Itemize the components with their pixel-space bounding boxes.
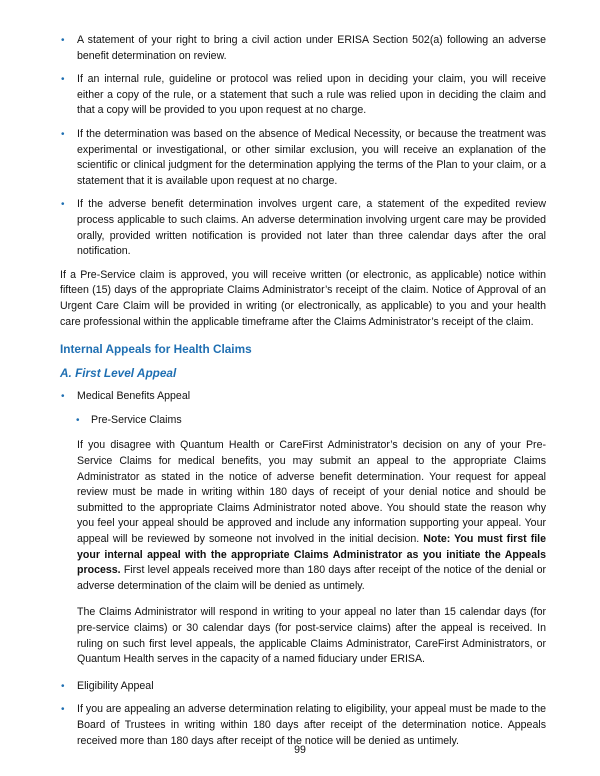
list-item-pre-service-claims: • Pre-Service Claims [60,413,546,429]
appeal-paragraph-1-end: First level appeals received more than 180 days after receipt of the notice of the denial or adverse determination of the claim will be denied as untimely. [77,564,546,592]
section-heading-internal-appeals: Internal Appeals for Health Claims [60,342,252,357]
bullet-internal-rule: • If an internal rule, guideline or protocol was relied upon in deciding your claim, you will receive either a copy of the rule, or a statement that such a rule was relied upon in deciding the claim and that a copy will be provided to you upon request at no charge. [60,72,546,119]
list-item-medical-benefits-appeal: • Medical Benefits Appeal [60,389,546,405]
bullet-urgent-care: • If the adverse benefit determination involves urgent care, a statement of the expedited review process applicable to such claims. An adverse determination involving urgent care may be provided orally, provided written notification is provided not later than three calendar days after the oral notification. [60,197,546,259]
bullet-medical-necessity: • If the determination was based on the absence of Medical Necessity, or because the treatment was experimental or investigational, or other similar exclusion, you will receive an explanation of the scientific or clinical judgment for the determination applying the terms of the Plan to your claim, or a statement that it is available upon request at no charge. [60,127,546,189]
appeal-note-bold: Note: You must first file your internal appeal with the appropriate Claims Administrator as you initiate the Appeals process. [77,533,546,577]
list-item-eligibility-appeal: • Eligibility Appeal [60,679,546,695]
bullet-civil-action: • A statement of your right to bring a civil action under ERISA Section 502(a) following an adverse benefit determination on review. [60,33,546,64]
bullet-eligibility-paragraph: • If you are appealing an adverse determination relating to eligibility, your appeal must be made to the Board of Trustees in writing within 180 days after receipt of the determination notice. Appeals received more than 180 days after receipt of the notice will be denied as untimely. [60,702,546,749]
subheading-first-level-appeal: A. First Level Appeal [60,365,177,380]
page-number: 99 [294,744,306,756]
appeal-paragraph-1 [60,438,546,594]
appeal-paragraph-2: The Claims Administrator will respond in writing to your appeal no later than 15 calendar days (for pre-service claims) or 30 calendar days (for post-service claims) after the appeal is received. In ruling on such first level appeals, the applicable Claims Administrator, CareFirst Administrators, or Quantum Health serves in the capacity of a named fiduciary under ERISA. [77,606,546,666]
pre-service-approval-paragraph: If a Pre-Service claim is approved, you will receive written (or electronic, as applicable) notice within fifteen (15) days of the appropriate Claims Administrator’s receipt of the claim. Notice of Approval of an Urgent Care Claim will be provided in writing (or electronically, as applicable) to you and your health care professional within the applicable timeframe after the Claims Administrator’s receipt of the claim. [60,268,546,328]
appeal-paragraph-1-start: If you disagree with Quantum Health or CareFirst Administrator’s decision on any of your Pre-Service Claims for medical benefits, you may submit an appeal to the appropriate Claims Administrator as stated in the notice of adverse benefit determination. Your request for appeal review must be made in writing within 180 days of receipt of your denial notice and should be submitted to the appropriate Claims Administrator noted above. You should state the reason why you feel your appeal should be approved and include any information supporting your appeal. Your appeal will be reviewed by someone not involved in the initial decision. [77,439,546,546]
page-content [60,33,546,757]
